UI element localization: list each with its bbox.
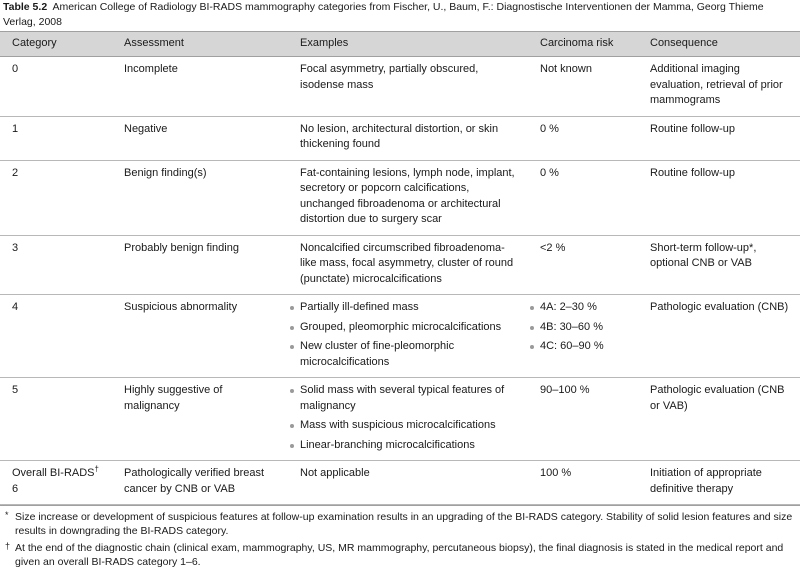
list-item-text: Mass with suspicious microcalcifications [300, 419, 496, 431]
bullet-icon [290, 345, 294, 349]
cell-consequence: Pathologic evaluation (CNB) [638, 295, 800, 378]
cell-category: 3 [0, 235, 112, 295]
cell-consequence: Initiation of appropriate definitive therapy [638, 461, 800, 505]
cell-assessment: Pathologically verified breast cancer by CNB or VAB [112, 461, 288, 505]
header-assessment: Assessment [112, 32, 288, 57]
list-item-text: 4C: 60–90 % [540, 340, 604, 352]
bullet-icon [290, 389, 294, 393]
bullet-icon [530, 326, 534, 330]
dagger-mark: † [94, 464, 99, 474]
table-number: Table 5.2 [3, 1, 48, 13]
list-item-text: 4A: 2–30 % [540, 301, 597, 313]
bullet-icon [530, 345, 534, 349]
list-item-text: 4B: 30–60 % [540, 320, 603, 333]
bullet-icon [530, 306, 534, 310]
footnote [3, 511, 796, 538]
list-item [528, 339, 630, 355]
list-item-text: Grouped, pleomorphic microcalcifications [300, 320, 502, 333]
list-item-text: Partially ill-defined mass [300, 301, 419, 313]
header-category: Category [0, 32, 112, 57]
bullet-icon [290, 326, 294, 330]
cell-examples [288, 295, 528, 378]
cell-consequence: Additional imaging evaluation, retrieval of prior mammograms [638, 57, 800, 117]
examples-list [288, 383, 520, 453]
cell-examples: Noncalcified circumscribed fibroadenoma-like mass, focal asymmetry, cluster of round (punctate) microcalcifications [288, 235, 528, 295]
footnote [3, 542, 796, 569]
footnotes [0, 505, 800, 569]
cell-risk [528, 295, 638, 378]
cell-examples: Fat-containing lesions, lymph node, implant, secretory or popcorn calcifications, unchanged fibroadenoma or architectural distortion due to surgery scar [288, 160, 528, 235]
cell-assessment: Benign finding(s) [112, 160, 288, 235]
cell-examples: Not applicable [288, 461, 528, 505]
cell-assessment: Suspicious abnormality [112, 295, 288, 378]
footnote-text: Size increase or development of suspicious features at follow-up examination results in an upgrading of the BI-RADS category. Stability of solid lesion features and size results in downgrading the BI-RADS category. [15, 511, 793, 537]
cell-assessment: Highly suggestive of malignancy [112, 378, 288, 461]
list-item [528, 320, 630, 336]
table-row [0, 57, 800, 117]
risk-list [528, 300, 630, 355]
header-row [0, 32, 800, 57]
footnote-mark: † [5, 541, 11, 551]
list-item [528, 300, 630, 316]
cell-category: 5 [0, 378, 112, 461]
cell-risk: Not known [528, 57, 638, 117]
table-caption [0, 0, 800, 31]
footnote-mark: * [5, 510, 9, 520]
table-row [0, 116, 800, 160]
cell-category: 0 [0, 57, 112, 117]
list-item [288, 339, 520, 370]
cell-category [0, 461, 112, 505]
category-prefix: Overall BI-RADS [12, 467, 95, 479]
cell-consequence: Routine follow-up [638, 116, 800, 160]
cell-risk: <2 % [528, 235, 638, 295]
list-item [288, 320, 520, 336]
header-carcinoma-risk: Carcinoma risk [528, 32, 638, 57]
cell-category: 1 [0, 116, 112, 160]
cell-examples: Focal asymmetry, partially obscured, isodense mass [288, 57, 528, 117]
cell-assessment: Probably benign finding [112, 235, 288, 295]
list-item-text: New cluster of fine-pleomorphic microcalcifications [300, 340, 455, 368]
cell-consequence: Pathologic evaluation (CNB or VAB) [638, 378, 800, 461]
category-suffix: 6 [12, 482, 19, 495]
cell-category: 2 [0, 160, 112, 235]
list-item [288, 438, 520, 454]
cell-assessment: Incomplete [112, 57, 288, 117]
list-item [288, 300, 520, 316]
list-item-text: Solid mass with several typical features of malignancy [300, 384, 505, 412]
table-row [0, 235, 800, 295]
cell-consequence: Routine follow-up [638, 160, 800, 235]
cell-risk: 100 % [528, 461, 638, 505]
cell-risk: 0 % [528, 116, 638, 160]
cell-risk: 90–100 % [528, 378, 638, 461]
bullet-icon [290, 424, 294, 428]
cell-category: 4 [0, 295, 112, 378]
table-row [0, 461, 800, 505]
header-examples: Examples [288, 32, 528, 57]
caption-text: American College of Radiology BI-RADS mammography categories from Fischer, U., Baum, F.: Diagnostische Interventionen der Mamma, Georg Thieme Verlag, 2008 [3, 1, 764, 28]
bullet-icon [290, 444, 294, 448]
table-row [0, 160, 800, 235]
cell-examples: No lesion, architectural distortion, or skin thickening found [288, 116, 528, 160]
table-row [0, 295, 800, 378]
examples-list [288, 300, 520, 370]
cell-examples [288, 378, 528, 461]
cell-consequence: Short-term follow-up*, optional CNB or VAB [638, 235, 800, 295]
birads-table [0, 31, 800, 505]
list-item [288, 418, 520, 434]
footnote-text: At the end of the diagnostic chain (clinical exam, mammography, US, MR mammography, percutaneous biopsy), the final diagnosis is stated in the medical report and given an overall BI-RADS category 1–6. [15, 542, 784, 568]
list-item [288, 383, 520, 414]
bullet-icon [290, 306, 294, 310]
cell-risk: 0 % [528, 160, 638, 235]
table-row [0, 378, 800, 461]
header-consequence: Consequence [638, 32, 800, 57]
cell-assessment: Negative [112, 116, 288, 160]
list-item-text: Linear-branching microcalcifications [300, 438, 475, 451]
